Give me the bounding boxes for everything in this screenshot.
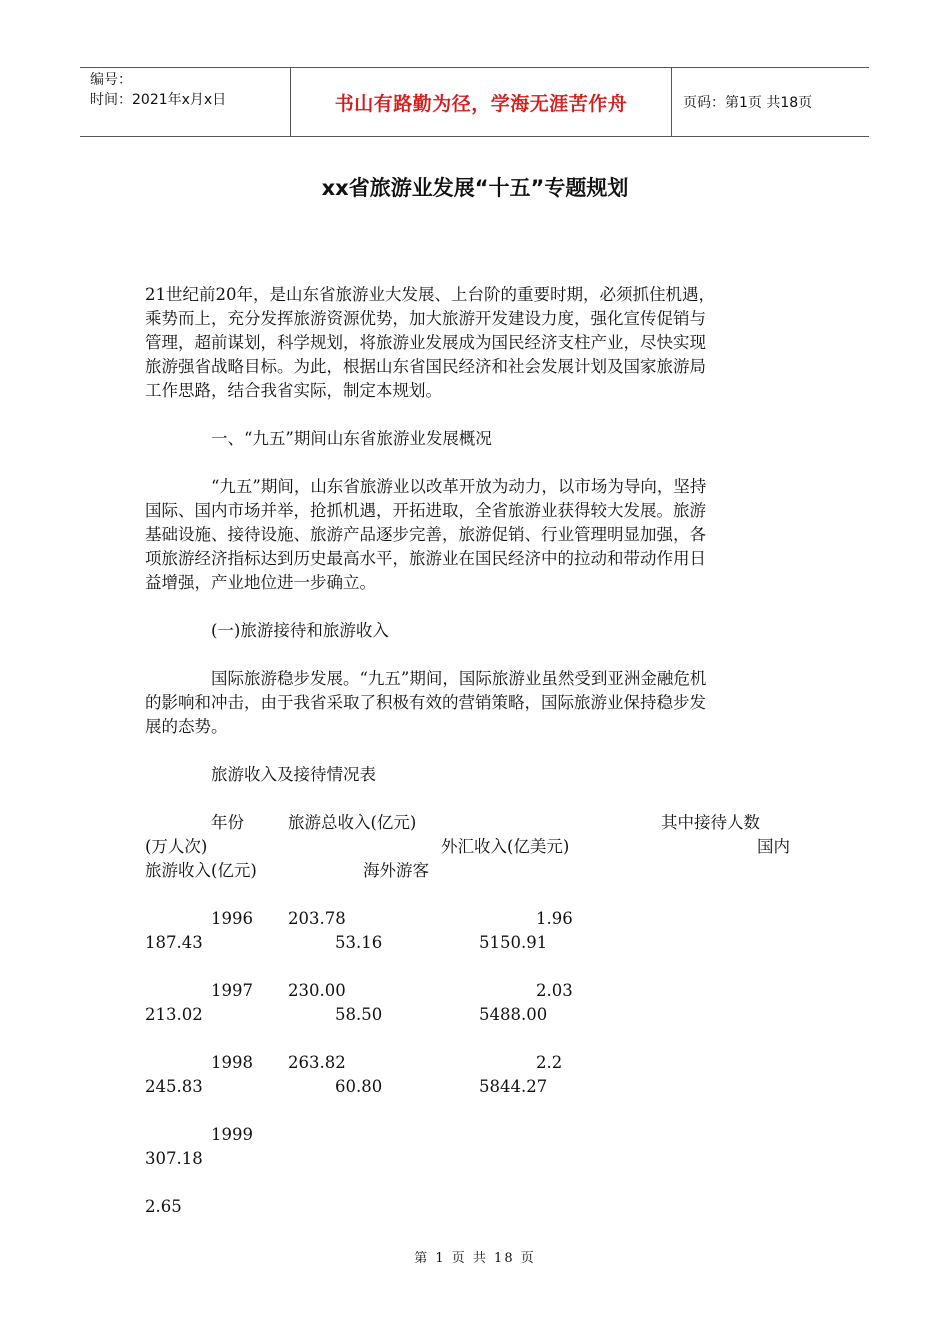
header-motto: 书山有路勤为径，学海无涯苦作舟	[291, 68, 672, 136]
document-title: xx省旅游业发展“十五”专题规划	[321, 176, 629, 200]
table-caption: 旅游收入及接待情况表	[211, 765, 376, 784]
cell-year: 1996	[211, 909, 253, 928]
cell-domestic-visitors: 5488.00	[479, 1005, 548, 1024]
section-heading-1: 一、“九五”期间山东省旅游业发展概况	[211, 429, 492, 448]
cell-year: 1997	[211, 981, 253, 1000]
header-meta	[80, 68, 291, 136]
col-year: 年份	[211, 813, 244, 832]
para2-line: 基础设施、接待设施、旅游产品逐步完善，旅游促销、行业管理明显加强，各	[145, 525, 706, 544]
col-unit: (万人次)	[145, 837, 208, 856]
intro-line: 21世纪前20年，是山东省旅游业大发展、上台阶的重要时期，必须抓住机遇，	[145, 285, 715, 304]
para2-line: 项旅游经济指标达到历史最高水平，旅游业在国民经济中的拉动和带动作用日	[145, 549, 706, 568]
para3-line: 国际旅游稳步发展。“九五”期间，国际旅游业虽然受到亚洲金融危机	[211, 669, 707, 688]
subsection-heading-1: (一)旅游接待和旅游收入	[211, 621, 389, 640]
table-row	[145, 979, 810, 1027]
table-header	[145, 811, 810, 883]
intro-line: 管理，超前谋划，科学规划，将旅游业发展成为国民经济支柱产业，尽快实现	[145, 333, 706, 352]
intro-line: 乘势而上，充分发挥旅游资源优势，加大旅游开发建设力度，强化宣传促销与	[145, 309, 706, 328]
cell-domestic: 187.43	[145, 933, 203, 952]
intro-line: 工作思路，结合我省实际，制定本规划。	[145, 381, 442, 400]
document-body	[145, 283, 810, 1219]
para3-line: 的影响和冲击，由于我省采取了积极有效的营销策略，国际旅游业保持稳步发	[145, 693, 706, 712]
cell-forex: 2.2	[536, 1053, 563, 1072]
cell-domestic-visitors: 5844.27	[479, 1077, 548, 1096]
cell-year: 1999	[211, 1125, 253, 1144]
cell-domestic: 307.18	[145, 1149, 203, 1168]
paragraph-3	[145, 667, 810, 739]
para2-line: 国际、国内市场并举，抢抓机遇，开拓进取，全省旅游业获得较大发展。旅游	[145, 501, 706, 520]
cell-total: 203.78	[288, 909, 346, 928]
para2-line: “九五”期间，山东省旅游业以改革开放为动力，以市场为导向，坚持	[211, 477, 707, 496]
para2-line: 益增强，产业地位进一步确立。	[145, 573, 376, 592]
cell-forex: 2.03	[536, 981, 573, 1000]
document-header	[80, 67, 869, 137]
cell-forex: 2.65	[145, 1197, 182, 1216]
number-label: 编号：	[90, 72, 132, 88]
cell-total: 230.00	[288, 981, 346, 1000]
time-label: 时间：2021年x月x日	[90, 92, 227, 108]
col-domestic: 国内	[757, 837, 790, 856]
table-row	[145, 907, 810, 955]
cell-overseas: 60.80	[335, 1077, 383, 1096]
cell-domestic: 245.83	[145, 1077, 203, 1096]
cell-year: 1998	[211, 1053, 253, 1072]
col-overseas: 海外游客	[363, 861, 429, 880]
col-total-income: 旅游总收入(亿元)	[288, 813, 417, 832]
cell-domestic-visitors: 5150.91	[479, 933, 548, 952]
col-visitors: 其中接待人数	[661, 813, 760, 832]
cell-overseas: 58.50	[335, 1005, 383, 1024]
header-page-info: 页码：第1页 共18页	[683, 95, 813, 111]
col-forex: 外汇收入(亿美元)	[441, 837, 570, 856]
cell-overseas: 53.16	[335, 933, 383, 952]
table-row	[145, 1123, 810, 1219]
para3-line: 展的态势。	[145, 717, 228, 736]
table-row	[145, 1051, 810, 1099]
intro-line: 旅游强省战略目标。为此，根据山东省国民经济和社会发展计划及国家旅游局	[145, 357, 706, 376]
paragraph-2	[145, 475, 810, 595]
page-footer: 第 1 页 共 18 页	[414, 1251, 536, 1266]
intro-paragraph	[145, 283, 810, 403]
col-domestic-income: 旅游收入(亿元)	[145, 861, 257, 880]
cell-forex: 1.96	[536, 909, 573, 928]
cell-domestic: 213.02	[145, 1005, 203, 1024]
cell-total: 263.82	[288, 1053, 346, 1072]
